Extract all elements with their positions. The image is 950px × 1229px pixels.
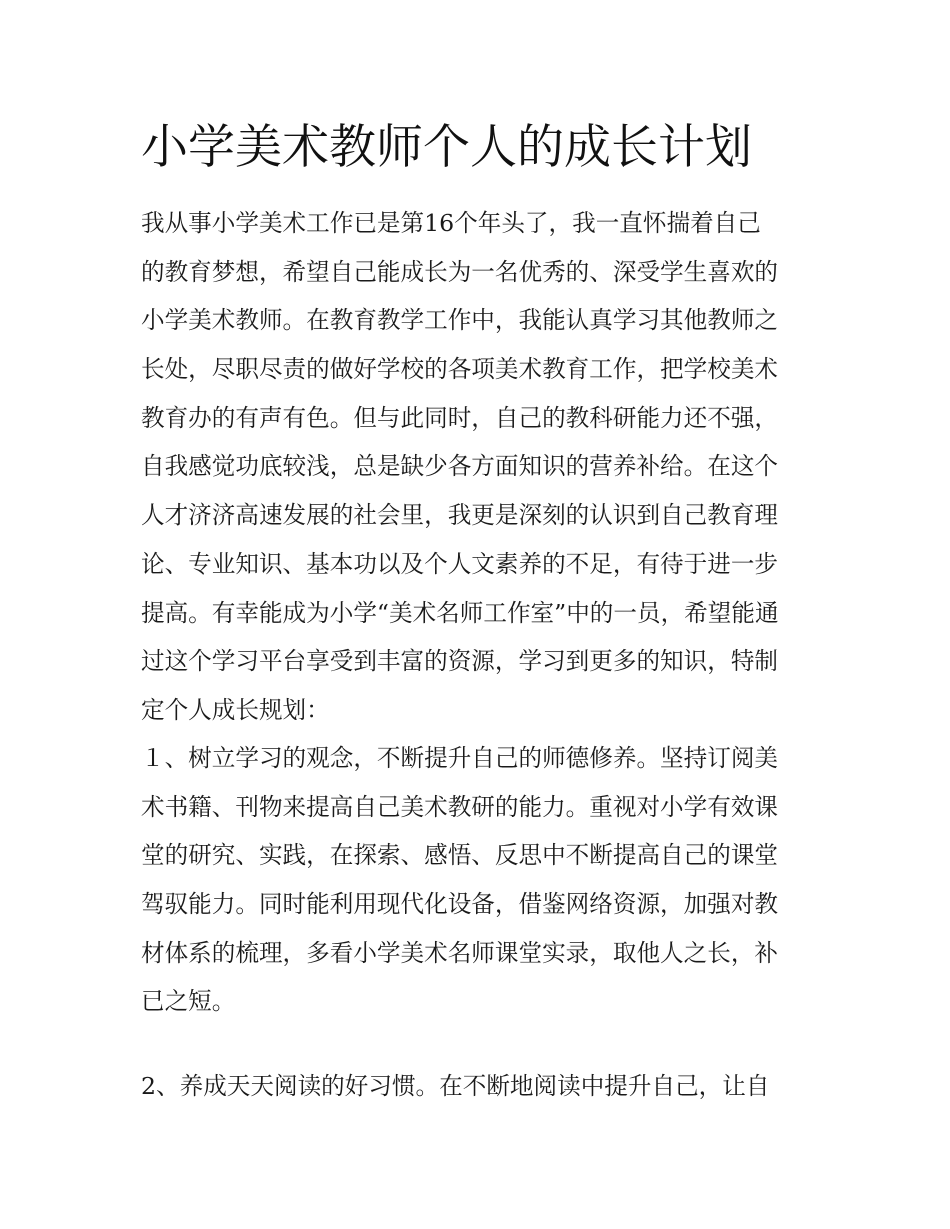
text-line: 2、养成天天阅读的好习惯。在不断地阅读中提升自己，让自 <box>141 1072 770 1100</box>
text-line: 小学美术教师。在教育教学工作中，我能认真学习其他教师之 <box>141 306 779 335</box>
document-title: 小学美术教师个人的成长计划 <box>141 120 752 175</box>
text-line: 堂的研究、实践，在探索、感悟、反思中不断提高自己的课堂 <box>141 841 779 870</box>
text-line: 术书籍、刊物来提高自己美术教研的能力。重视对小学有效课 <box>141 792 779 821</box>
paragraph-item-2 <box>141 1062 813 1111</box>
text-line: 自我感觉功底较浅，总是缺少各方面知识的营养补给。在这个 <box>141 452 779 481</box>
paragraph-item-1 <box>141 734 813 1026</box>
text-line: 长处，尽职尽责的做好学校的各项美术教育工作，把学校美术 <box>141 355 779 384</box>
text-line: 提高。有幸能成为小学“美术名师工作室”中的一员，希望能通 <box>141 598 779 627</box>
text-line: 我从事小学美术工作已是第16个年头了，我一直怀揣着自己 <box>141 209 761 237</box>
text-line: 驾驭能力。同时能利用现代化设备，借鉴网络资源，加强对教 <box>141 890 779 919</box>
text-line: 论、专业知识、基本功以及个人文素养的不足，有待于进一步 <box>141 549 779 578</box>
text-line: 的教育梦想，希望自己能成长为一名优秀的、深受学生喜欢的 <box>141 257 779 286</box>
text-line: 已之短。 <box>141 987 236 1016</box>
text-line: 材体系的梳理，多看小学美术名师课堂实录，取他人之长，补 <box>141 938 779 967</box>
text-line: 过这个学习平台享受到丰富的资源，学习到更多的知识，特制 <box>141 647 779 676</box>
paragraph-intro <box>141 199 813 735</box>
text-line: 人才济济高速发展的社会里，我更是深刻的认识到自己教育理 <box>141 501 779 530</box>
text-line: 教育办的有声有色。但与此同时，自己的教科研能力还不强， <box>141 403 779 432</box>
text-line: １、树立学习的观念，不断提升自己的师德修养。坚持订阅美 <box>141 744 779 772</box>
text-line: 定个人成长规划： <box>141 695 330 724</box>
